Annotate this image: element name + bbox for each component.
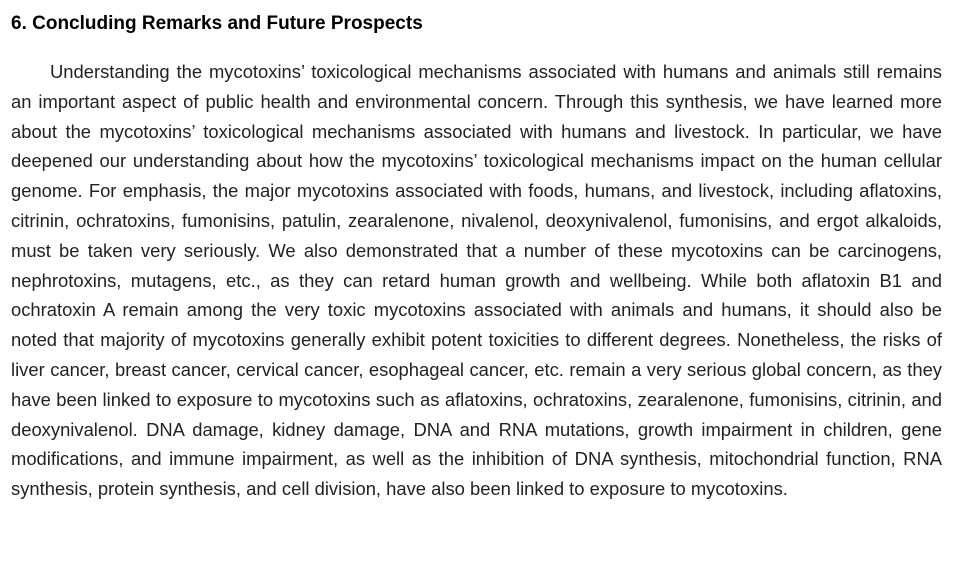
body-paragraph: Understanding the mycotoxins’ toxicological mechanisms associated with humans and animals still remains an important aspect of public health and environmental concern. Through this synthesis, we have learned more about the mycotoxins’ toxicological mechanisms associated with humans and livestock. In particular, we have deepened our understanding about how the mycotoxins’ toxicological mechanisms impact on the human cellular genome. For emphasis, the major mycotoxins associated with foods, humans, and livestock, including aflatoxins, citrinin, ochratoxins, fumonisins, patulin, zearalenone, nivalenol, deoxynivalenol, fumonisins, and ergot alkaloids, must be taken very seriously. We also demonstrated that a number of these mycotoxins can be carcinogens, nephrotoxins, mutagens, etc., as they can retard human growth and wellbeing. While both aflatoxin B1 and ochratoxin A remain among the very toxic mycotoxins associated with animals and humans, it should also be noted that majority of mycotoxins generally exhibit potent toxicities to different degrees. Nonetheless, the risks of liver cancer, breast cancer, cervical cancer, esophageal cancer, etc. remain a very serious global concern, as they have been linked to exposure to mycotoxins such as aflatoxins, ochratoxins, zearalenone, fumonisins, citrinin, and deoxynivalenol. DNA damage, kidney damage, DNA and RNA mutations, growth impairment in children, gene modifications, and immune impairment, as well as the inhibition of DNA synthesis, mitochondrial function, RNA synthesis, protein synthesis, and cell division, have also been linked to exposure to mycotoxins. [11,61,942,500]
section-heading: 6. Concluding Remarks and Future Prospects [11,13,423,34]
